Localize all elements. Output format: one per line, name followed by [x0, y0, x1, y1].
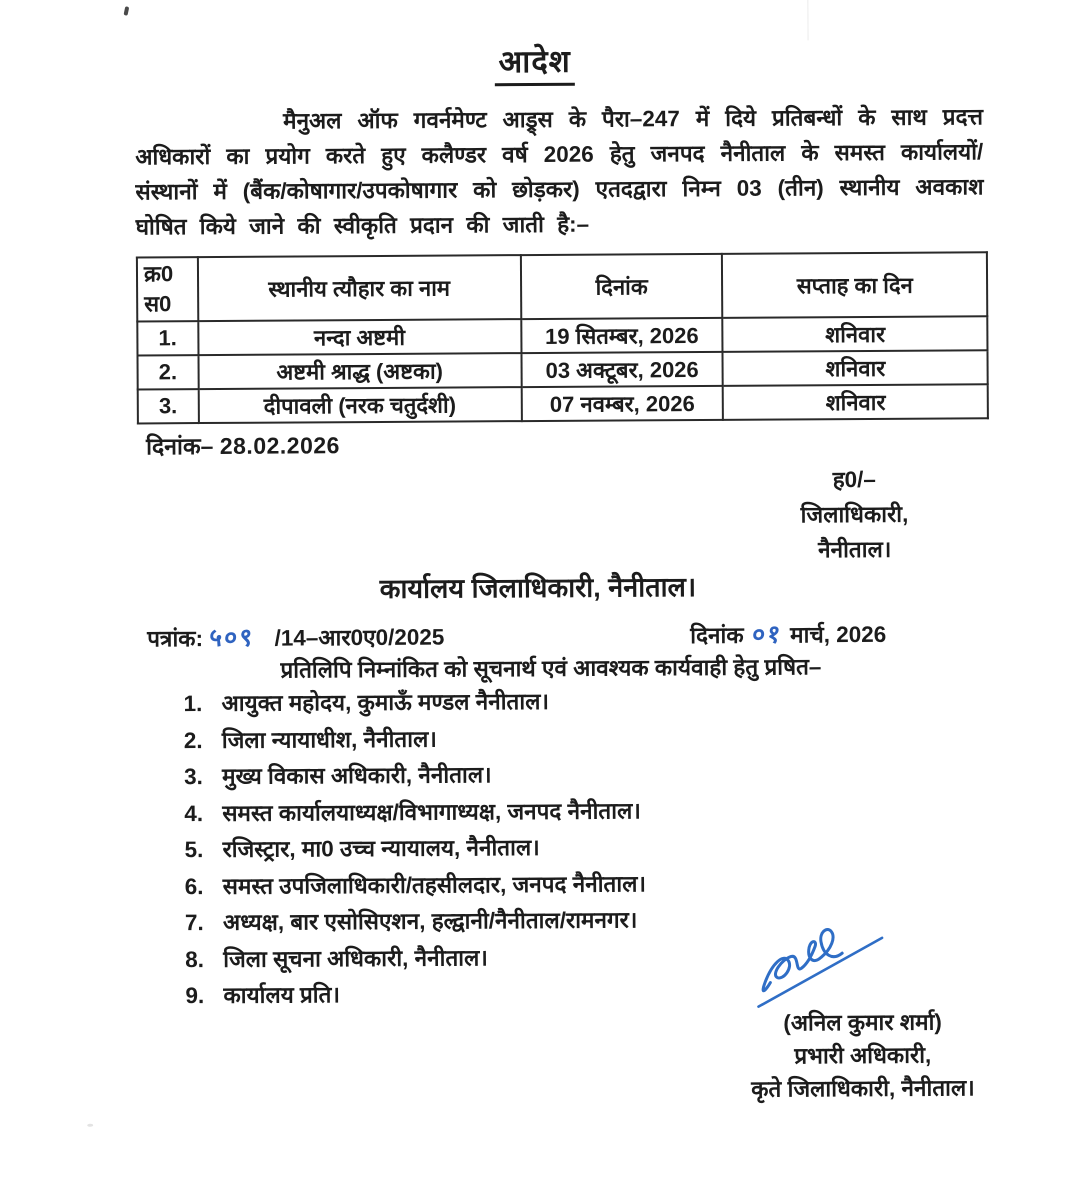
list-item-text: मुख्य विकास अधिकारी, नैनीताल। — [221, 762, 492, 789]
cell-weekday: शनिवार — [723, 316, 988, 352]
signatory-block — [722, 1005, 1003, 1106]
page-title-text: आदेश — [494, 44, 574, 86]
list-item-text: रजिस्ट्रार, मा0 उच्च न्यायालय, नैनीताल। — [222, 834, 540, 862]
order-date-line — [146, 428, 340, 461]
list-item-text: जिला सूचना अधिकारी, नैनीताल। — [223, 944, 488, 972]
signed-block — [769, 462, 940, 568]
table-row — [137, 316, 987, 355]
cell-date: 03 अक्टूबर, 2026 — [521, 352, 723, 387]
list-item-text: समस्त कार्यालयाध्यक्ष/विभागाध्यक्ष, जनपद नैनीताल। — [222, 797, 641, 826]
cell-serial: 1. — [137, 321, 198, 355]
cell-weekday: शनिवार — [723, 384, 988, 420]
list-item — [184, 834, 884, 861]
cell-date: 07 नवम्बर, 2026 — [521, 386, 723, 421]
cell-date: 19 सितम्बर, 2026 — [521, 318, 723, 353]
scan-fold-line — [807, 0, 808, 40]
letter-date-rest: मार्च, 2026 — [790, 621, 887, 648]
patrank-label: पत्रांक: — [147, 626, 204, 652]
letter-date-handwritten: ०१ — [750, 620, 784, 649]
list-item-number: 2. — [183, 727, 203, 753]
header-weekday: सप्ताह का दिन — [722, 252, 987, 318]
page-title — [0, 37, 1073, 86]
list-item-number: 9. — [185, 983, 205, 1009]
office-heading: कार्यालय जिलाधिकारी, नैनीताल। — [379, 572, 697, 604]
list-item — [184, 761, 884, 788]
letter-date-label: दिनांक — [690, 622, 744, 649]
list-item — [185, 870, 885, 897]
scan-speck-bottom — [87, 1124, 93, 1127]
list-item-text: समस्त उपजिलाधिकारी/तहसीलदार, जनपद नैनीताल। — [222, 870, 647, 899]
cell-festival: दीपावली (नरक चतुर्दशी) — [198, 387, 521, 423]
header-serial: क्र0 स0 — [137, 257, 198, 321]
order-date-value: 28.02.2026 — [219, 432, 341, 459]
cell-serial: 2. — [137, 355, 198, 389]
list-item-number: 7. — [184, 910, 204, 936]
holiday-table — [136, 251, 989, 424]
list-item-number: 8. — [185, 946, 205, 972]
list-item-number: 3. — [183, 764, 203, 790]
signatory-designation: प्रभारी अधिकारी, — [794, 1042, 932, 1069]
list-item-number: 5. — [184, 837, 204, 863]
list-item-number: 6. — [184, 873, 204, 899]
sd-designation: जिलाधिकारी, — [800, 501, 909, 528]
signatory-for-line: कृते जिलाधिकारी, नैनीताल। — [751, 1075, 975, 1102]
patrank-rest: /14–आर0ए0/2025 — [274, 624, 445, 651]
copy-distribution-line: प्रतिलिपि निम्नांकित को सूचनार्थ एवं आवश्यक कार्यवाही हेतु प्रषित– — [280, 654, 822, 683]
list-item — [184, 797, 884, 824]
scan-speck-top — [124, 6, 130, 16]
cell-festival: नन्दा अष्टमी — [198, 319, 521, 355]
list-item-text: कार्यालय प्रति। — [223, 982, 341, 1008]
patrank-handwritten-number: ५०९ — [207, 623, 256, 653]
list-item-number: 1. — [183, 691, 203, 717]
list-item — [184, 688, 884, 715]
list-item-text: जिला न्यायाधीश, नैनीताल। — [221, 726, 437, 753]
sd-place: नैनीताल। — [817, 536, 892, 563]
cell-weekday: शनिवार — [723, 350, 988, 386]
list-item-text: अध्यक्ष, बार एसोसिएशन, हल्द्वानी/नैनीताल/रामनगर। — [222, 907, 638, 935]
table-header-row — [137, 252, 987, 321]
intro-paragraph: मैनुअल ऑफ गवर्नमेण्ट आड्र्स के पैरा–247 में दिये प्रतिबन्धों के साथ प्रदत्त अधिकारों का प्रयोग करते हुए कलैण्डर वर्ष 2026 हेतु जनपद नैनीताल के समस्त कार्यालयों/संस्थानों में (बैंक/कोषागार/उपकोषागार को छोड़कर) एतदद्वारा निम्न 03 (तीन) स्थानीय अवकाश घोषित किये जाने की स्वीकृति प्रदान की जाती है:– — [135, 104, 984, 240]
order-date-label: दिनांक– — [145, 432, 214, 460]
list-item-number: 4. — [184, 800, 204, 826]
header-festival-name: स्थानीय त्यौहार का नाम — [197, 255, 520, 321]
table-row — [137, 350, 987, 389]
signatory-name: (अनिल कुमार शर्मा) — [783, 1009, 942, 1036]
handwritten-signature-icon — [750, 918, 901, 1011]
header-date: दिनांक — [520, 254, 722, 319]
list-item-text: आयुक्त महोदय, कुमाऊँ मण्डल नैनीताल। — [221, 688, 550, 716]
cell-festival: अष्टमी श्राद्ध (अष्टका) — [198, 353, 521, 389]
letter-number-line — [147, 616, 937, 655]
table-row — [138, 384, 988, 423]
sd-mark: ह0/– — [832, 466, 876, 493]
cell-serial: 3. — [138, 389, 199, 423]
letter-date — [690, 616, 886, 651]
list-item — [184, 724, 884, 751]
